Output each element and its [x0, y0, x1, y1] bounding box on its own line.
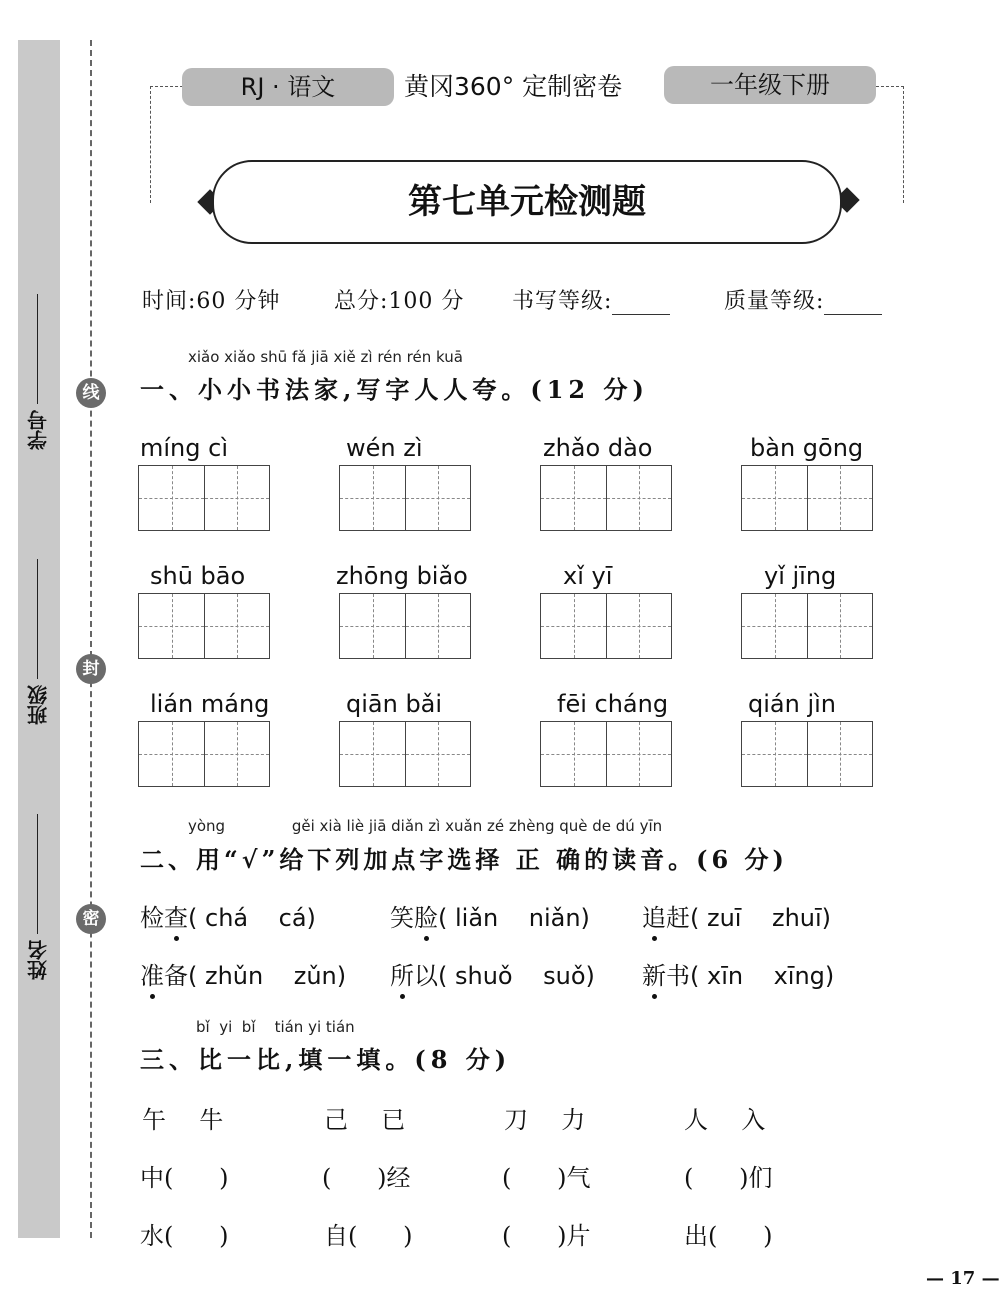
q1-title: 一、小小书法家,写字人人夸。(12 分)	[140, 375, 649, 404]
writing-grade	[512, 284, 670, 315]
pronunciation-options[interactable]: ( zuī zhuī)	[690, 904, 832, 932]
name-field	[20, 790, 56, 980]
q1-word-pinyin: zhōng biǎo	[336, 562, 468, 590]
subject-pill: RJ · 语文	[182, 68, 394, 106]
fill-blank[interactable]: ( )片	[502, 1222, 591, 1250]
pronunciation-options[interactable]: ( shuǒ suǒ)	[438, 962, 595, 990]
writing-grid[interactable]	[339, 465, 471, 531]
pronunciation-options[interactable]: ( liǎn niǎn)	[438, 904, 590, 932]
char-pair: 己 已	[324, 1106, 412, 1134]
q1-word-pinyin: wén zì	[346, 434, 423, 462]
dotted-char: 脸	[414, 898, 438, 933]
q2-item: 检查( chá cá)	[140, 898, 316, 933]
time-info: 时间:60 分钟	[142, 289, 281, 314]
q2-item: 准备( zhǔn zǔn)	[140, 956, 346, 991]
q3-pinyin: bǐ yi bǐ tián yi tián	[196, 1018, 355, 1036]
dotted-char: 查	[164, 898, 188, 933]
fill-blank[interactable]: ( )气	[502, 1164, 591, 1192]
writing-grid[interactable]	[741, 593, 873, 659]
fill-blank[interactable]: 中( )	[140, 1164, 229, 1192]
q1-word-pinyin: lián máng	[150, 690, 270, 718]
q1-word-pinyin: bàn gōng	[750, 434, 864, 462]
q2-pinyin: yòng gěi xià liè jiā diǎn zì xuǎn zé zhèng què de dú yīn	[188, 817, 663, 835]
writing-grade-blank[interactable]	[612, 290, 670, 315]
q1-pinyin: xiǎo xiǎo shū fǎ jiā xiě zì rén rén kuā	[188, 348, 463, 366]
test-title: 第七单元检测题	[212, 160, 842, 244]
writing-grid[interactable]	[138, 465, 270, 531]
quality-grade	[724, 284, 882, 315]
fill-blank[interactable]: ( )经	[322, 1164, 411, 1192]
quality-grade-blank[interactable]	[824, 290, 882, 315]
q1-word-pinyin: shū bāo	[150, 562, 246, 590]
dotted-char: 新	[642, 956, 666, 991]
writing-grid[interactable]	[138, 593, 270, 659]
q2-title: 二、用“√”给下列加点字选择 正 确的读音。(6 分)	[140, 845, 788, 874]
seal-feng-mark: 封	[76, 654, 106, 684]
q1-word-pinyin: xǐ yī	[563, 562, 613, 590]
seal-dashed-line	[90, 40, 92, 1238]
seal-xian-mark: 线	[76, 378, 106, 408]
q1-word-pinyin: míng cì	[140, 434, 228, 462]
char-pair: 人 入	[684, 1106, 772, 1134]
writing-grid[interactable]	[138, 721, 270, 787]
grade-pill: 一年级下册	[664, 66, 876, 104]
fill-blank[interactable]: 出( )	[684, 1222, 773, 1250]
fill-blank[interactable]: 自( )	[324, 1222, 413, 1250]
q1-word-pinyin: qiān bǎi	[346, 690, 443, 718]
writing-grid[interactable]	[540, 465, 672, 531]
q1-word-pinyin: qián jìn	[748, 690, 836, 718]
student-number-field	[20, 270, 56, 450]
name-label: 姓名	[26, 940, 51, 980]
fill-blank[interactable]: ( )们	[684, 1164, 773, 1192]
fill-blank[interactable]: 水( )	[140, 1222, 229, 1250]
char-pair: 午 牛	[142, 1106, 230, 1134]
quality-grade-label: 质量等级:	[724, 289, 825, 314]
pronunciation-options[interactable]: ( chá cá)	[188, 904, 316, 932]
q1-word-pinyin: yǐ jīng	[764, 562, 837, 590]
q1-word-pinyin: zhǎo dào	[543, 434, 653, 462]
writing-grid[interactable]	[540, 593, 672, 659]
page-number: — 17 —	[926, 1268, 1000, 1289]
pronunciation-options[interactable]: ( zhǔn zǔn)	[188, 962, 347, 990]
q1-word-pinyin: fēi cháng	[557, 690, 669, 718]
q2-item: 新书( xīn xīng)	[642, 956, 834, 991]
writing-grid[interactable]	[741, 465, 873, 531]
seal-mi-mark: 密	[76, 904, 106, 934]
q2-item: 所以( shuǒ suǒ)	[390, 956, 595, 991]
writing-grid[interactable]	[339, 593, 471, 659]
q2-item: 追赶( zuī zhuī)	[642, 898, 831, 933]
class-label: 班级	[26, 685, 51, 725]
dotted-char: 准	[140, 956, 164, 991]
series-title: 黄冈360° 定制密卷	[404, 72, 623, 101]
score-info: 总分:100 分	[334, 289, 465, 314]
q2-item: 笑脸( liǎn niǎn)	[390, 898, 590, 933]
pronunciation-options[interactable]: ( xīn xīng)	[690, 962, 835, 990]
class-field	[20, 535, 56, 725]
student-number-label: 学号	[26, 410, 51, 450]
writing-grid[interactable]	[339, 721, 471, 787]
dotted-char: 追	[642, 898, 666, 933]
char-pair: 刀 力	[504, 1106, 592, 1134]
writing-grid[interactable]	[741, 721, 873, 787]
writing-grid[interactable]	[540, 721, 672, 787]
q3-title: 三、比一比,填一填。(8 分)	[140, 1045, 512, 1074]
dotted-char: 所	[390, 956, 414, 991]
writing-grade-label: 书写等级:	[512, 289, 613, 314]
